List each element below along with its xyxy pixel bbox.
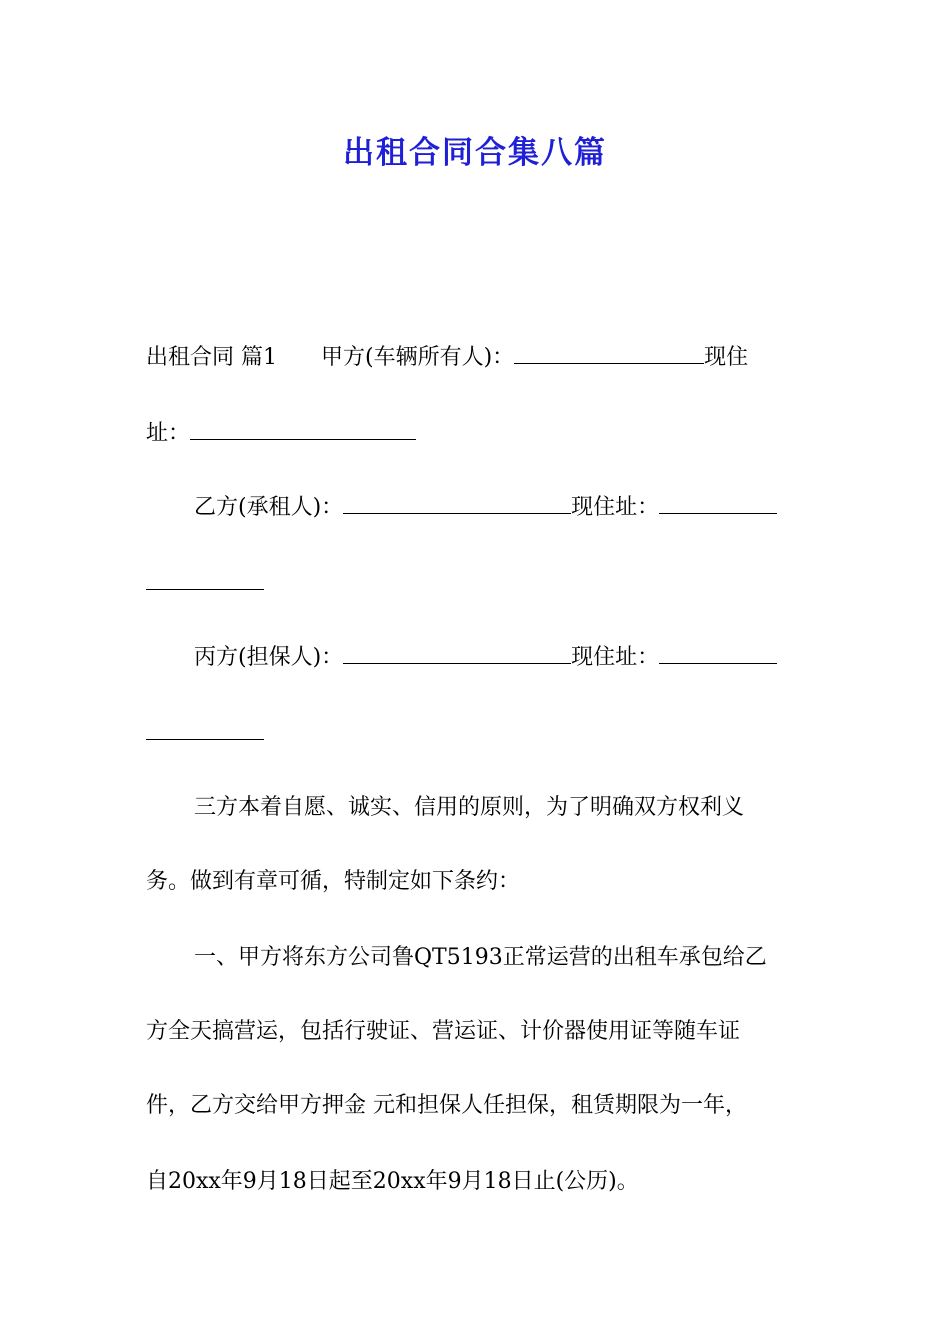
party-c-address-label: 现住址： bbox=[571, 645, 660, 670]
party-a-address-blank bbox=[190, 415, 416, 440]
party-b-label: 乙方(承租人)： bbox=[194, 495, 344, 520]
document-title: 出租合同合集八篇 bbox=[343, 135, 607, 171]
party-a-line bbox=[146, 338, 806, 378]
paragraph-line: 方全天搞营运，包括行驶证、营运证、计价器使用证等随车证 bbox=[146, 1019, 741, 1044]
paragraph-line: 三方本着自愿、诚实、信用的原则，为了明确双方权利义 bbox=[194, 795, 745, 820]
party-b-address-continued bbox=[146, 564, 806, 604]
party-b-address-blank-continued bbox=[146, 565, 264, 590]
party-a-label: 出租合同 篇1 甲方(车辆所有人)： bbox=[146, 345, 515, 370]
party-a-address-label-start: 现住 bbox=[704, 345, 749, 370]
party-a-blank bbox=[514, 339, 704, 364]
party-c-label: 丙方(担保人)： bbox=[194, 645, 344, 670]
party-c-blank bbox=[343, 639, 571, 664]
party-b-blank bbox=[343, 489, 571, 514]
party-c-address-continued bbox=[146, 714, 806, 754]
paragraph-line: 件，乙方交给甲方押金 元和担保人任担保，租赁期限为一年， bbox=[146, 1093, 747, 1118]
party-c-line bbox=[194, 638, 806, 678]
party-c-address-blank-continued bbox=[146, 715, 264, 740]
party-a-address-label-end: 址： bbox=[146, 421, 191, 446]
party-c-address-blank bbox=[659, 639, 777, 664]
party-a-address-line bbox=[146, 414, 806, 454]
party-b-line bbox=[194, 488, 806, 528]
party-b-address-label: 现住址： bbox=[571, 495, 660, 520]
paragraph-line: 一、甲方将东方公司鲁QT5193正常运营的出租车承包给乙 bbox=[194, 945, 767, 970]
paragraph-line: 自20xx年9月18日起至20xx年9月18日止(公历)。 bbox=[146, 1169, 639, 1194]
paragraph-line: 务。做到有章可循，特制定如下条约： bbox=[146, 869, 521, 894]
party-b-address-blank bbox=[659, 489, 777, 514]
